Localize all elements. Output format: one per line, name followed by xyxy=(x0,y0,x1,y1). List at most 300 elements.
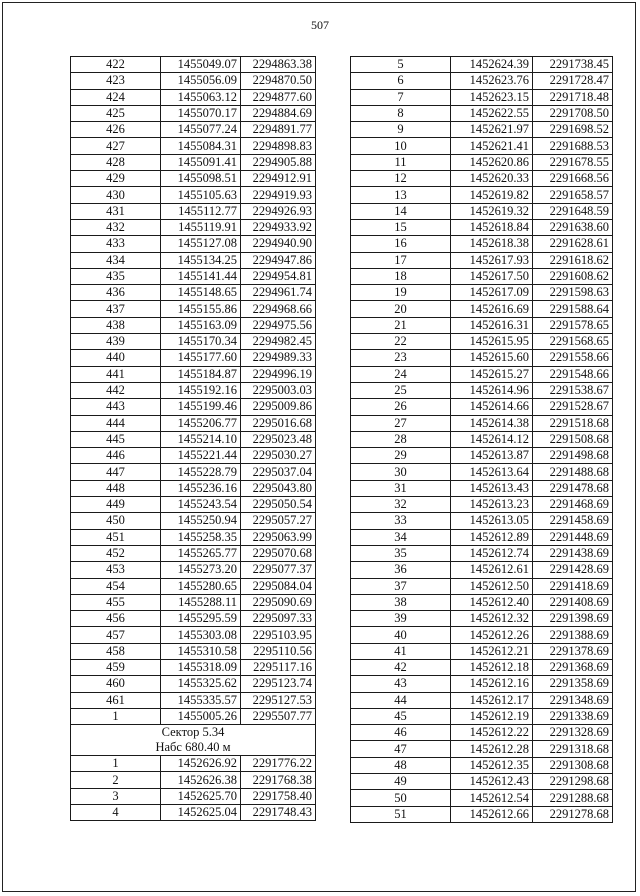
point-number-cell: 456 xyxy=(71,611,161,627)
x-coordinate-cell: 1455184.87 xyxy=(161,366,241,382)
table-row xyxy=(351,73,613,89)
x-coordinate-cell: 1455192.16 xyxy=(161,382,241,398)
y-coordinate-cell: 2295043.80 xyxy=(241,480,316,496)
sector-header-row xyxy=(71,725,316,756)
point-number-cell: 43 xyxy=(351,676,451,692)
table-row xyxy=(351,252,613,268)
point-number-cell: 433 xyxy=(71,236,161,252)
x-coordinate-cell: 1455098.51 xyxy=(161,171,241,187)
x-coordinate-cell: 1455243.54 xyxy=(161,497,241,513)
x-coordinate-cell: 1452615.27 xyxy=(451,366,533,382)
point-number-cell: 2 xyxy=(71,772,161,788)
x-coordinate-cell: 1452614.12 xyxy=(451,431,533,447)
x-coordinate-cell: 1455303.08 xyxy=(161,627,241,643)
table-row xyxy=(71,154,316,170)
y-coordinate-cell: 2291388.69 xyxy=(533,627,613,643)
y-coordinate-cell: 2291518.68 xyxy=(533,415,613,431)
y-coordinate-cell: 2291738.45 xyxy=(533,57,613,73)
y-coordinate-cell: 2295070.68 xyxy=(241,545,316,561)
table-row xyxy=(351,611,613,627)
x-coordinate-cell: 1455221.44 xyxy=(161,448,241,464)
x-coordinate-cell: 1455077.24 xyxy=(161,122,241,138)
x-coordinate-cell: 1452612.35 xyxy=(451,757,533,773)
table-row xyxy=(351,806,613,822)
x-coordinate-cell: 1452619.32 xyxy=(451,203,533,219)
y-coordinate-cell: 2291338.69 xyxy=(533,708,613,724)
point-number-cell: 16 xyxy=(351,236,451,252)
x-coordinate-cell: 1455091.41 xyxy=(161,154,241,170)
y-coordinate-cell: 2291528.67 xyxy=(533,399,613,415)
table-row xyxy=(351,676,613,692)
y-coordinate-cell: 2294989.33 xyxy=(241,350,316,366)
point-number-cell: 426 xyxy=(71,122,161,138)
x-coordinate-cell: 1452612.50 xyxy=(451,578,533,594)
point-number-cell: 35 xyxy=(351,545,451,561)
y-coordinate-cell: 2291668.56 xyxy=(533,171,613,187)
point-number-cell: 423 xyxy=(71,73,161,89)
y-coordinate-cell: 2295023.48 xyxy=(241,431,316,447)
point-number-cell: 45 xyxy=(351,708,451,724)
y-coordinate-cell: 2295063.99 xyxy=(241,529,316,545)
table-row xyxy=(71,805,316,821)
table-row xyxy=(71,611,316,627)
x-coordinate-cell: 1452612.16 xyxy=(451,676,533,692)
table-row xyxy=(71,334,316,350)
y-coordinate-cell: 2295016.68 xyxy=(241,415,316,431)
y-coordinate-cell: 2291718.48 xyxy=(533,89,613,105)
table-row xyxy=(71,399,316,415)
point-number-cell: 34 xyxy=(351,529,451,545)
y-coordinate-cell: 2294926.93 xyxy=(241,203,316,219)
y-coordinate-cell: 2294919.93 xyxy=(241,187,316,203)
y-coordinate-cell: 2291776.22 xyxy=(241,756,316,772)
x-coordinate-cell: 1452622.55 xyxy=(451,105,533,121)
y-coordinate-cell: 2295050.54 xyxy=(241,497,316,513)
y-coordinate-cell: 2294940.90 xyxy=(241,236,316,252)
y-coordinate-cell: 2295103.95 xyxy=(241,627,316,643)
y-coordinate-cell: 2291308.68 xyxy=(533,757,613,773)
table-row xyxy=(71,464,316,480)
point-number-cell: 12 xyxy=(351,171,451,187)
point-number-cell: 51 xyxy=(351,806,451,822)
table-row xyxy=(351,757,613,773)
table-row xyxy=(351,594,613,610)
sector-height: Нaбс 680.40 м xyxy=(155,740,231,755)
y-coordinate-cell: 2291498.68 xyxy=(533,448,613,464)
x-coordinate-cell: 1452617.93 xyxy=(451,252,533,268)
y-coordinate-cell: 2291688.53 xyxy=(533,138,613,154)
x-coordinate-cell: 1455155.86 xyxy=(161,301,241,317)
table-row xyxy=(71,497,316,513)
y-coordinate-cell: 2291618.62 xyxy=(533,252,613,268)
x-coordinate-cell: 1455335.57 xyxy=(161,692,241,708)
x-coordinate-cell: 1455250.94 xyxy=(161,513,241,529)
point-number-cell: 441 xyxy=(71,366,161,382)
point-number-cell: 459 xyxy=(71,659,161,675)
point-number-cell: 13 xyxy=(351,187,451,203)
table-row xyxy=(351,334,613,350)
x-coordinate-cell: 1452612.21 xyxy=(451,643,533,659)
x-coordinate-cell: 1452623.15 xyxy=(451,89,533,105)
y-coordinate-cell: 2291728.47 xyxy=(533,73,613,89)
table-row xyxy=(71,122,316,138)
table-row xyxy=(351,122,613,138)
y-coordinate-cell: 2291468.69 xyxy=(533,497,613,513)
point-number-cell: 430 xyxy=(71,187,161,203)
point-number-cell: 37 xyxy=(351,578,451,594)
table-row xyxy=(351,203,613,219)
y-coordinate-cell: 2291408.69 xyxy=(533,594,613,610)
point-number-cell: 435 xyxy=(71,268,161,284)
point-number-cell: 4 xyxy=(71,805,161,821)
x-coordinate-cell: 1455127.08 xyxy=(161,236,241,252)
x-coordinate-cell: 1455063.12 xyxy=(161,89,241,105)
y-coordinate-cell: 2294877.60 xyxy=(241,89,316,105)
table-row xyxy=(71,57,316,73)
point-number-cell: 5 xyxy=(351,57,451,73)
y-coordinate-cell: 2291508.68 xyxy=(533,431,613,447)
y-coordinate-cell: 2291578.65 xyxy=(533,317,613,333)
table-row xyxy=(351,692,613,708)
x-coordinate-cell: 1452612.43 xyxy=(451,774,533,790)
y-coordinate-cell: 2295037.04 xyxy=(241,464,316,480)
y-coordinate-cell: 2295127.53 xyxy=(241,692,316,708)
table-row xyxy=(351,774,613,790)
x-coordinate-cell: 1455236.16 xyxy=(161,480,241,496)
point-number-cell: 36 xyxy=(351,562,451,578)
table-row xyxy=(351,350,613,366)
x-coordinate-cell: 1455070.17 xyxy=(161,105,241,121)
table-row xyxy=(71,268,316,284)
point-number-cell: 7 xyxy=(351,89,451,105)
point-number-cell: 47 xyxy=(351,741,451,757)
x-coordinate-cell: 1455049.07 xyxy=(161,57,241,73)
point-number-cell: 424 xyxy=(71,89,161,105)
y-coordinate-cell: 2291398.69 xyxy=(533,611,613,627)
x-coordinate-cell: 1455056.09 xyxy=(161,73,241,89)
table-row xyxy=(351,382,613,398)
y-coordinate-cell: 2295077.37 xyxy=(241,562,316,578)
table-row xyxy=(351,464,613,480)
x-coordinate-cell: 1452613.64 xyxy=(451,464,533,480)
y-coordinate-cell: 2291648.59 xyxy=(533,203,613,219)
point-number-cell: 23 xyxy=(351,350,451,366)
y-coordinate-cell: 2291488.68 xyxy=(533,464,613,480)
table-row xyxy=(351,105,613,121)
x-coordinate-cell: 1452612.54 xyxy=(451,790,533,806)
sector-header xyxy=(71,725,316,756)
point-number-cell: 442 xyxy=(71,382,161,398)
point-number-cell: 451 xyxy=(71,529,161,545)
y-coordinate-cell: 2294996.19 xyxy=(241,366,316,382)
point-number-cell: 443 xyxy=(71,399,161,415)
y-coordinate-cell: 2294954.81 xyxy=(241,268,316,284)
table-row xyxy=(71,89,316,105)
x-coordinate-cell: 1452620.33 xyxy=(451,171,533,187)
x-coordinate-cell: 1452620.86 xyxy=(451,154,533,170)
table-row xyxy=(71,382,316,398)
point-number-cell: 454 xyxy=(71,578,161,594)
y-coordinate-cell: 2291288.68 xyxy=(533,790,613,806)
y-coordinate-cell: 2291378.69 xyxy=(533,643,613,659)
x-coordinate-cell: 1452618.84 xyxy=(451,219,533,235)
point-number-cell: 6 xyxy=(351,73,451,89)
y-coordinate-cell: 2291758.40 xyxy=(241,788,316,804)
x-coordinate-cell: 1455170.34 xyxy=(161,334,241,350)
point-number-cell: 445 xyxy=(71,431,161,447)
table-row xyxy=(71,203,316,219)
y-coordinate-cell: 2294912.91 xyxy=(241,171,316,187)
y-coordinate-cell: 2291698.52 xyxy=(533,122,613,138)
table-row xyxy=(351,268,613,284)
table-row xyxy=(71,105,316,121)
point-number-cell: 10 xyxy=(351,138,451,154)
y-coordinate-cell: 2294933.92 xyxy=(241,219,316,235)
point-number-cell: 27 xyxy=(351,415,451,431)
table-row xyxy=(351,643,613,659)
y-coordinate-cell: 2291628.61 xyxy=(533,236,613,252)
point-number-cell: 30 xyxy=(351,464,451,480)
x-coordinate-cell: 1452616.69 xyxy=(451,301,533,317)
y-coordinate-cell: 2294905.88 xyxy=(241,154,316,170)
y-coordinate-cell: 2291708.50 xyxy=(533,105,613,121)
x-coordinate-cell: 1452621.41 xyxy=(451,138,533,154)
y-coordinate-cell: 2295057.27 xyxy=(241,513,316,529)
y-coordinate-cell: 2291748.43 xyxy=(241,805,316,821)
x-coordinate-cell: 1455119.91 xyxy=(161,219,241,235)
table-row xyxy=(71,431,316,447)
x-coordinate-cell: 1452612.32 xyxy=(451,611,533,627)
table-row xyxy=(71,285,316,301)
x-coordinate-cell: 1452619.82 xyxy=(451,187,533,203)
y-coordinate-cell: 2291438.69 xyxy=(533,545,613,561)
point-number-cell: 17 xyxy=(351,252,451,268)
table-row xyxy=(71,366,316,382)
table-row xyxy=(71,480,316,496)
point-number-cell: 33 xyxy=(351,513,451,529)
point-number-cell: 450 xyxy=(71,513,161,529)
table-row xyxy=(71,513,316,529)
y-coordinate-cell: 2295009.86 xyxy=(241,399,316,415)
y-coordinate-cell: 2291558.66 xyxy=(533,350,613,366)
y-coordinate-cell: 2291418.69 xyxy=(533,578,613,594)
x-coordinate-cell: 1452612.18 xyxy=(451,659,533,675)
x-coordinate-cell: 1452621.97 xyxy=(451,122,533,138)
y-coordinate-cell: 2291538.67 xyxy=(533,382,613,398)
y-coordinate-cell: 2294975.56 xyxy=(241,317,316,333)
x-coordinate-cell: 1455265.77 xyxy=(161,545,241,561)
point-number-cell: 453 xyxy=(71,562,161,578)
x-coordinate-cell: 1455105.63 xyxy=(161,187,241,203)
table-row xyxy=(351,725,613,741)
point-number-cell: 46 xyxy=(351,725,451,741)
table-row xyxy=(351,138,613,154)
x-coordinate-cell: 1455325.62 xyxy=(161,676,241,692)
x-coordinate-cell: 1452615.95 xyxy=(451,334,533,350)
table-row xyxy=(71,448,316,464)
point-number-cell: 425 xyxy=(71,105,161,121)
point-number-cell: 1 xyxy=(71,756,161,772)
y-coordinate-cell: 2291568.65 xyxy=(533,334,613,350)
point-number-cell: 50 xyxy=(351,790,451,806)
point-number-cell: 49 xyxy=(351,774,451,790)
y-coordinate-cell: 2291278.68 xyxy=(533,806,613,822)
x-coordinate-cell: 1455134.25 xyxy=(161,252,241,268)
point-number-cell: 25 xyxy=(351,382,451,398)
point-number-cell: 29 xyxy=(351,448,451,464)
point-number-cell: 40 xyxy=(351,627,451,643)
table-row xyxy=(351,301,613,317)
y-coordinate-cell: 2291598.63 xyxy=(533,285,613,301)
table-row xyxy=(71,676,316,692)
table-row xyxy=(71,415,316,431)
x-coordinate-cell: 1452617.09 xyxy=(451,285,533,301)
y-coordinate-cell: 2291588.64 xyxy=(533,301,613,317)
y-coordinate-cell: 2291428.69 xyxy=(533,562,613,578)
point-number-cell: 448 xyxy=(71,480,161,496)
point-number-cell: 440 xyxy=(71,350,161,366)
point-number-cell: 455 xyxy=(71,594,161,610)
y-coordinate-cell: 2294863.38 xyxy=(241,57,316,73)
x-coordinate-cell: 1455112.77 xyxy=(161,203,241,219)
table-row xyxy=(351,708,613,724)
table-row xyxy=(71,301,316,317)
y-coordinate-cell: 2294898.83 xyxy=(241,138,316,154)
x-coordinate-cell: 1452613.87 xyxy=(451,448,533,464)
table-row xyxy=(351,366,613,382)
x-coordinate-cell: 1452626.38 xyxy=(161,772,241,788)
point-number-cell: 15 xyxy=(351,219,451,235)
point-number-cell: 422 xyxy=(71,57,161,73)
x-coordinate-cell: 1452613.05 xyxy=(451,513,533,529)
x-coordinate-cell: 1455273.20 xyxy=(161,562,241,578)
x-coordinate-cell: 1452614.66 xyxy=(451,399,533,415)
table-row xyxy=(351,659,613,675)
x-coordinate-cell: 1452612.61 xyxy=(451,562,533,578)
x-coordinate-cell: 1452612.26 xyxy=(451,627,533,643)
sector-title: Сектор 5.34 xyxy=(161,725,225,740)
table-row xyxy=(71,659,316,675)
x-coordinate-cell: 1452617.50 xyxy=(451,268,533,284)
y-coordinate-cell: 2295117.16 xyxy=(241,659,316,675)
table-row xyxy=(71,627,316,643)
point-number-cell: 431 xyxy=(71,203,161,219)
table-row xyxy=(71,187,316,203)
x-coordinate-cell: 1455005.26 xyxy=(161,708,241,724)
point-number-cell: 31 xyxy=(351,480,451,496)
table-row xyxy=(71,756,316,772)
page-number: 507 xyxy=(311,18,329,32)
table-row xyxy=(71,350,316,366)
point-number-cell: 22 xyxy=(351,334,451,350)
point-number-cell: 432 xyxy=(71,219,161,235)
y-coordinate-cell: 2294891.77 xyxy=(241,122,316,138)
point-number-cell: 28 xyxy=(351,431,451,447)
x-coordinate-cell: 1452612.74 xyxy=(451,545,533,561)
point-number-cell: 42 xyxy=(351,659,451,675)
point-number-cell: 438 xyxy=(71,317,161,333)
point-number-cell: 9 xyxy=(351,122,451,138)
table-row xyxy=(351,529,613,545)
table-row xyxy=(71,219,316,235)
table-row xyxy=(351,285,613,301)
point-number-cell: 48 xyxy=(351,757,451,773)
y-coordinate-cell: 2291318.68 xyxy=(533,741,613,757)
x-coordinate-cell: 1452613.23 xyxy=(451,497,533,513)
table-row xyxy=(351,89,613,105)
table-row xyxy=(351,578,613,594)
table-row xyxy=(71,772,316,788)
point-number-cell: 439 xyxy=(71,334,161,350)
x-coordinate-cell: 1452612.17 xyxy=(451,692,533,708)
x-coordinate-cell: 1455295.59 xyxy=(161,611,241,627)
point-number-cell: 1 xyxy=(71,708,161,724)
y-coordinate-cell: 2291448.69 xyxy=(533,529,613,545)
point-number-cell: 44 xyxy=(351,692,451,708)
point-number-cell: 21 xyxy=(351,317,451,333)
point-number-cell: 19 xyxy=(351,285,451,301)
x-coordinate-cell: 1452625.70 xyxy=(161,788,241,804)
x-coordinate-cell: 1452618.38 xyxy=(451,236,533,252)
table-row xyxy=(351,317,613,333)
table-row xyxy=(351,187,613,203)
y-coordinate-cell: 2295003.03 xyxy=(241,382,316,398)
point-number-cell: 460 xyxy=(71,676,161,692)
table-row xyxy=(351,513,613,529)
table-row xyxy=(351,480,613,496)
x-coordinate-cell: 1455206.77 xyxy=(161,415,241,431)
point-number-cell: 458 xyxy=(71,643,161,659)
x-coordinate-cell: 1455214.10 xyxy=(161,431,241,447)
x-coordinate-cell: 1455310.58 xyxy=(161,643,241,659)
table-row xyxy=(71,73,316,89)
point-number-cell: 18 xyxy=(351,268,451,284)
y-coordinate-cell: 2291348.69 xyxy=(533,692,613,708)
point-number-cell: 3 xyxy=(71,788,161,804)
x-coordinate-cell: 1452626.92 xyxy=(161,756,241,772)
x-coordinate-cell: 1455141.44 xyxy=(161,268,241,284)
table-row xyxy=(351,219,613,235)
table-row xyxy=(351,448,613,464)
point-number-cell: 434 xyxy=(71,252,161,268)
left-coordinate-table xyxy=(70,56,316,821)
table-row xyxy=(71,138,316,154)
x-coordinate-cell: 1452612.66 xyxy=(451,806,533,822)
x-coordinate-cell: 1452615.60 xyxy=(451,350,533,366)
table-row xyxy=(351,154,613,170)
table-row xyxy=(71,545,316,561)
point-number-cell: 444 xyxy=(71,415,161,431)
table-row xyxy=(351,236,613,252)
point-number-cell: 32 xyxy=(351,497,451,513)
point-number-cell: 8 xyxy=(351,105,451,121)
x-coordinate-cell: 1452623.76 xyxy=(451,73,533,89)
x-coordinate-cell: 1452612.89 xyxy=(451,529,533,545)
y-coordinate-cell: 2294870.50 xyxy=(241,73,316,89)
point-number-cell: 428 xyxy=(71,154,161,170)
x-coordinate-cell: 1452624.39 xyxy=(451,57,533,73)
y-coordinate-cell: 2294961.74 xyxy=(241,285,316,301)
y-coordinate-cell: 2291548.66 xyxy=(533,366,613,382)
table-row xyxy=(351,741,613,757)
right-coordinate-table xyxy=(350,56,613,823)
x-coordinate-cell: 1452625.04 xyxy=(161,805,241,821)
y-coordinate-cell: 2291368.69 xyxy=(533,659,613,675)
point-number-cell: 14 xyxy=(351,203,451,219)
table-row xyxy=(71,236,316,252)
y-coordinate-cell: 2291328.69 xyxy=(533,725,613,741)
x-coordinate-cell: 1455318.09 xyxy=(161,659,241,675)
